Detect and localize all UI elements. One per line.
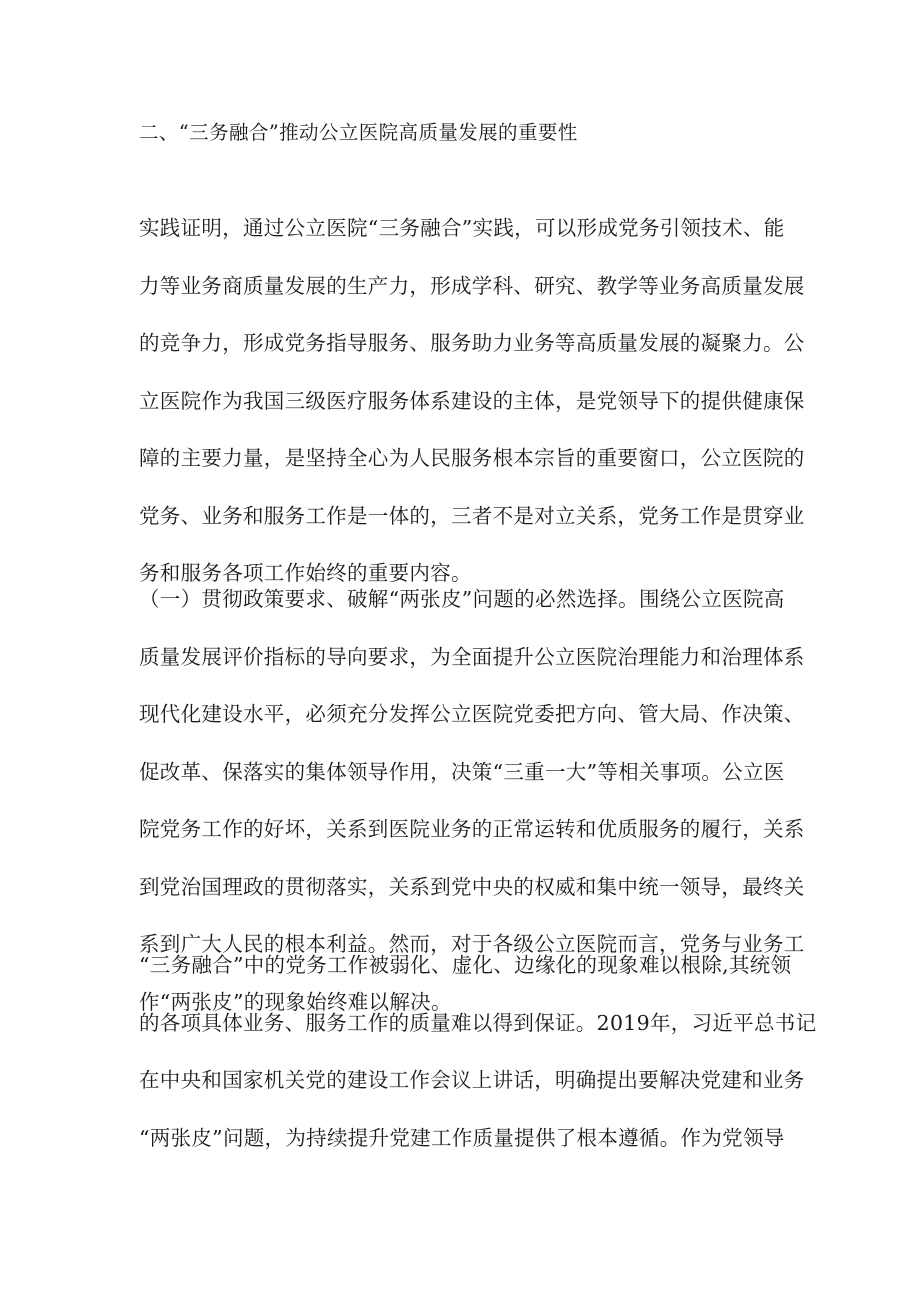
paragraph-line: 实践证明，通过公立医院“三务融合”实践，可以形成党务引领技术、能	[139, 216, 785, 240]
paragraph-practice-proof	[139, 200, 805, 603]
paragraph-line: 质量发展评价指标的导向要求，为全面提升公立医院治理能力和治理体系	[139, 644, 805, 669]
paragraph-line: 系到广大人民的根本利益。然而，对于各级公立医院而言，党务与业务工	[139, 932, 805, 956]
section-heading: 二、“三务融合”推动公立医院高质量发展的重要性	[139, 121, 578, 144]
paragraph-line: 现代化建设水平，必须充分发挥公立医院党委把方向、管大局、作决策、	[139, 702, 805, 726]
paragraph-line: 到党治国理政的贯彻落实，关系到党中央的权威和集中统一领导，最终关	[139, 874, 805, 899]
paragraph-line: 促改革、保落实的集体领导作用，决策“三重一大”等相关事项。公立医	[139, 759, 785, 784]
paragraph-line: （一）贯彻政策要求、破解“两张皮”问题的必然选择。围绕公立医院高	[139, 587, 785, 611]
paragraph-line: 党务、业务和服务工作是一体的，三者不是对立关系，党务工作是贯穿业	[139, 503, 805, 528]
paragraph-line: “三务融合”中的党务工作被弱化、虚化、边缘化的现象难以根除,其统领	[139, 953, 792, 977]
paragraph-line: 作“两张皮”的现象始终难以解决。	[139, 989, 452, 1014]
paragraph-line: 的竞争力，形成党务指导服务、服务助力业务等高质量发展的凝聚力。公	[139, 331, 805, 355]
paragraph-three-integration	[139, 937, 817, 1167]
paragraph-line: 的各项具体业务、服务工作的质量难以得到保证。2019年，习近平总书记	[139, 1010, 817, 1035]
paragraph-line: 院党务工作的好坏，关系到医院业务的正常运转和优质服务的履行，关系	[139, 817, 805, 841]
paragraph-line: 障的主要力量，是坚持全心为人民服务根本宗旨的重要窗口，公立医院的	[139, 446, 805, 470]
paragraph-line: 立医院作为我国三级医疗服务体系建设的主体，是党领导下的提供健康保	[139, 388, 805, 413]
paragraph-line: 务和服务各项工作始终的重要内容。	[139, 561, 472, 585]
paragraph-line: 在中央和国家机关党的建设工作会议上讲话，明确提出要解决党建和业务	[139, 1068, 805, 1092]
paragraph-line: “两张皮”问题，为持续提升党建工作质量提供了根本遵循。作为党领导	[139, 1125, 785, 1150]
paragraph-line: 力等业务商质量发展的生产力，形成学科、研究、教学等业务高质量发展	[139, 273, 805, 298]
